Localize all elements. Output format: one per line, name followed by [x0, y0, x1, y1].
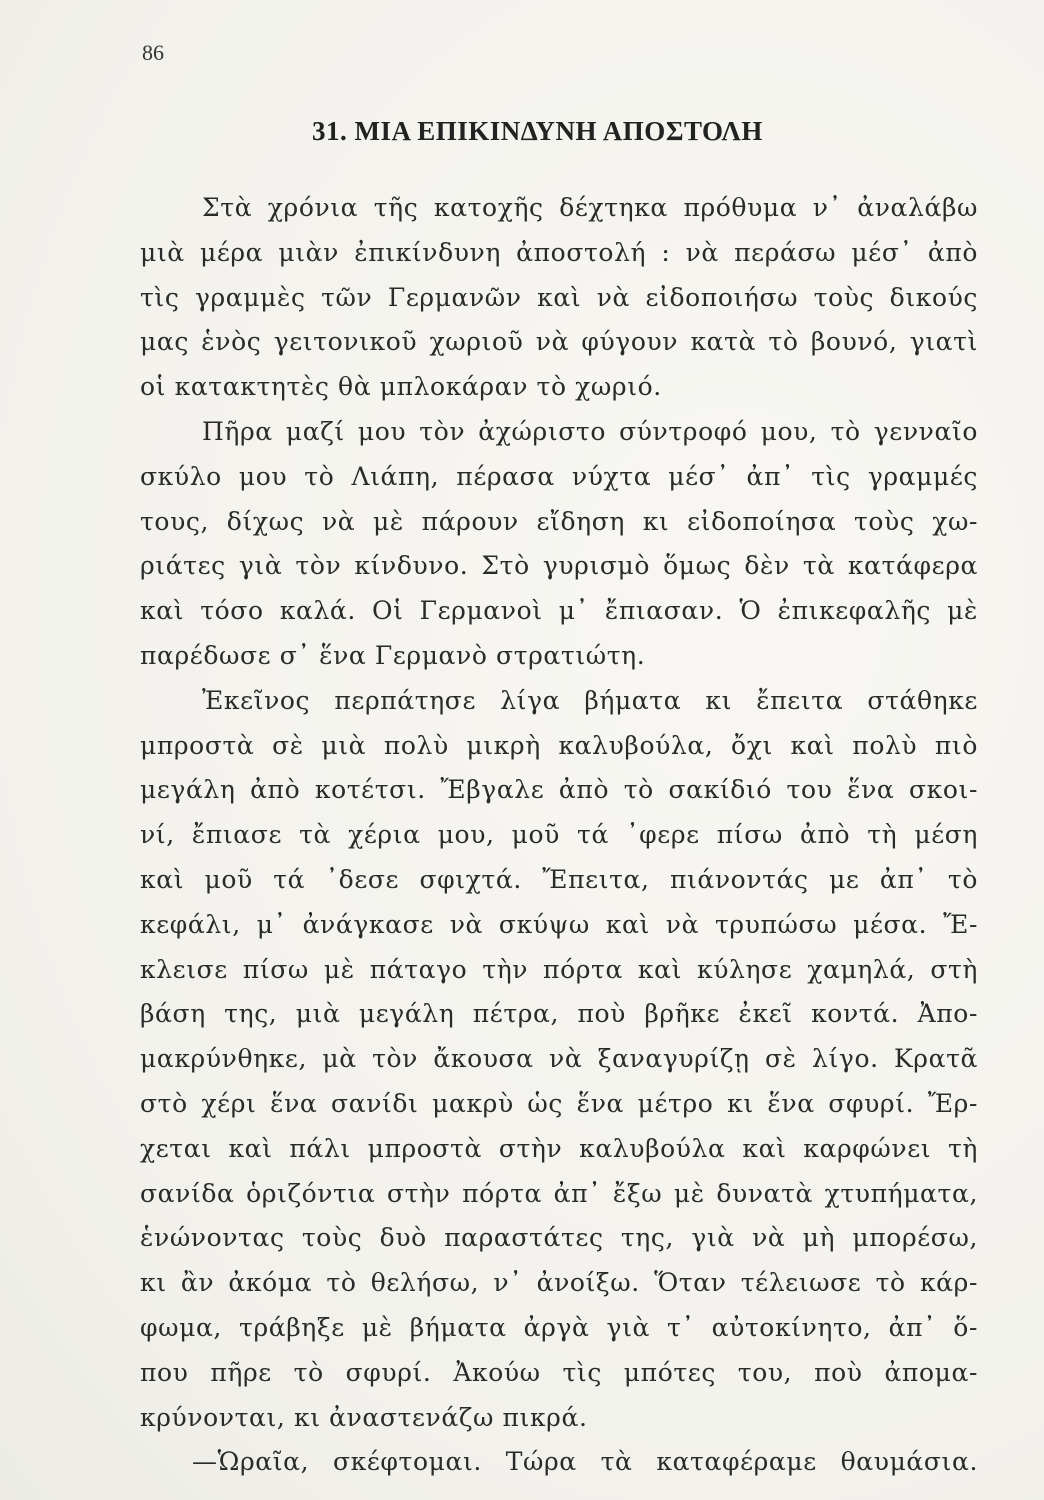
- text-line: κι ἂν ἀκόμα τὸ θελήσω, ν᾽ ἀνοίξω. Ὅταν τέλειωσε τὸ κάρ-: [140, 1268, 978, 1298]
- text-line: κεφάλι, μ᾽ ἀνάγκασε νὰ σκύψω καὶ νὰ τρυπώσω μέσα. Ἔ-: [140, 909, 978, 939]
- text-line: καὶ τόσο καλά. Οἱ Γερμανοὶ μ᾽ ἔπιασαν. Ὁ ἐπικεφαλῆς μὲ: [140, 596, 978, 626]
- text-line: ἑνώνοντας τοὺς δυὸ παραστάτες της, γιὰ νὰ μὴ μπορέσω,: [140, 1223, 978, 1253]
- chapter-title: 31. ΜΙΑ ΕΠΙΚΙΝΔΥΝΗ ΑΠΟΣΤΟΛΗ: [312, 116, 763, 146]
- text-line: σκύλο μου τὸ Λιάπη, πέρασα νύχτα μέσ᾽ ἀπ᾽ τὶς γραμμές: [140, 461, 978, 491]
- text-line: καὶ μοῦ τά ᾽δεσε σφιχτά. Ἔπειτα, πιάνοντάς με ἀπ᾽ τὸ: [140, 864, 978, 894]
- text-line: μπροστὰ σὲ μιὰ πολὺ μικρὴ καλυβούλα, ὄχι καὶ πολὺ πιὸ: [140, 730, 978, 760]
- text-line: φωμα, τράβηξε μὲ βήματα ἀργὰ γιὰ τ᾽ αὐτοκίνητο, ἀπ᾽ ὅ-: [140, 1312, 978, 1342]
- text-line: παρέδωσε σ᾽ ἕνα Γερμανὸ στρατιώτη.: [140, 640, 646, 670]
- text-line: στὸ χέρι ἕνα σανίδι μακρὺ ὡς ἕνα μέτρο κι ἕνα σφυρί. Ἔρ-: [140, 1088, 978, 1118]
- text-line: σανίδα ὁριζόντια στὴν πόρτα ἀπ᾽ ἔξω μὲ δυνατὰ χτυπήματα,: [140, 1178, 978, 1208]
- text-line: που πῆρε τὸ σφυρί. Ἀκούω τὶς μπότες του, ποὺ ἀπομα-: [140, 1357, 978, 1387]
- text-line: νί, ἔπιασε τὰ χέρια μου, μοῦ τά ᾽φερε πίσω ἀπὸ τὴ μέση: [140, 820, 978, 850]
- text-line: Στὰ χρόνια τῆς κατοχῆς δέχτηκα πρόθυμα ν᾽ ἀναλάβω: [202, 193, 978, 222]
- text-line: τους, δίχως νὰ μὲ πάρουν εἴδηση κι εἰδοποίησα τοὺς χω-: [140, 506, 978, 536]
- text-line: μας ἑνὸς γειτονικοῦ χωριοῦ νὰ φύγουν κατὰ τὸ βουνό, γιατὶ: [140, 327, 978, 357]
- text-line: τὶς γραμμὲς τῶν Γερμανῶν καὶ νὰ εἰδοποιήσω τοὺς δικούς: [140, 282, 978, 312]
- page-number: 86: [142, 40, 164, 65]
- text-line: κρύνονται, κι ἀναστενάζω πικρά.: [140, 1402, 588, 1432]
- text-line: —Ὡραῖα, σκέφτομαι. Τώρα τὰ καταφέραμε θαυμάσια.: [192, 1447, 978, 1477]
- body-text: [140, 186, 978, 1485]
- text-line: βάση της, μιὰ μεγάλη πέτρα, ποὺ βρῆκε ἐκεῖ κοντά. Ἀπο-: [140, 999, 978, 1029]
- text-line: μακρύνθηκε, μὰ τὸν ἄκουσα νὰ ξαναγυρίζῃ σὲ λίγο. Κρατᾶ: [140, 1044, 978, 1074]
- text-line: Πῆρα μαζί μου τὸν ἀχώριστο σύντροφό μου, τὸ γενναῖο: [202, 416, 978, 446]
- text-line: κλεισε πίσω μὲ πάταγο τὴν πόρτα καὶ κύλησε χαμηλά, στὴ: [140, 954, 978, 984]
- text-line: Ἐκεῖνος περπάτησε λίγα βήματα κι ἔπειτα στάθηκε: [202, 685, 978, 715]
- text-line: μεγάλη ἀπὸ κοτέτσι. Ἔβγαλε ἀπὸ τὸ σακίδιό του ἕνα σκοι-: [140, 775, 978, 805]
- text-line: οἱ κατακτητὲς θὰ μπλοκάραν τὸ χωριό.: [140, 372, 662, 402]
- text-line: χεται καὶ πάλι μπροστὰ στὴν καλυβούλα καὶ καρφώνει τὴ: [140, 1133, 978, 1163]
- text-line: μιὰ μέρα μιὰν ἐπικίνδυνη ἀποστολή : νὰ περάσω μέσ᾽ ἀπὸ: [140, 237, 978, 267]
- text-line: ριάτες γιὰ τὸν κίνδυνο. Στὸ γυρισμὸ ὅμως δὲν τὰ κατάφερα: [140, 551, 978, 581]
